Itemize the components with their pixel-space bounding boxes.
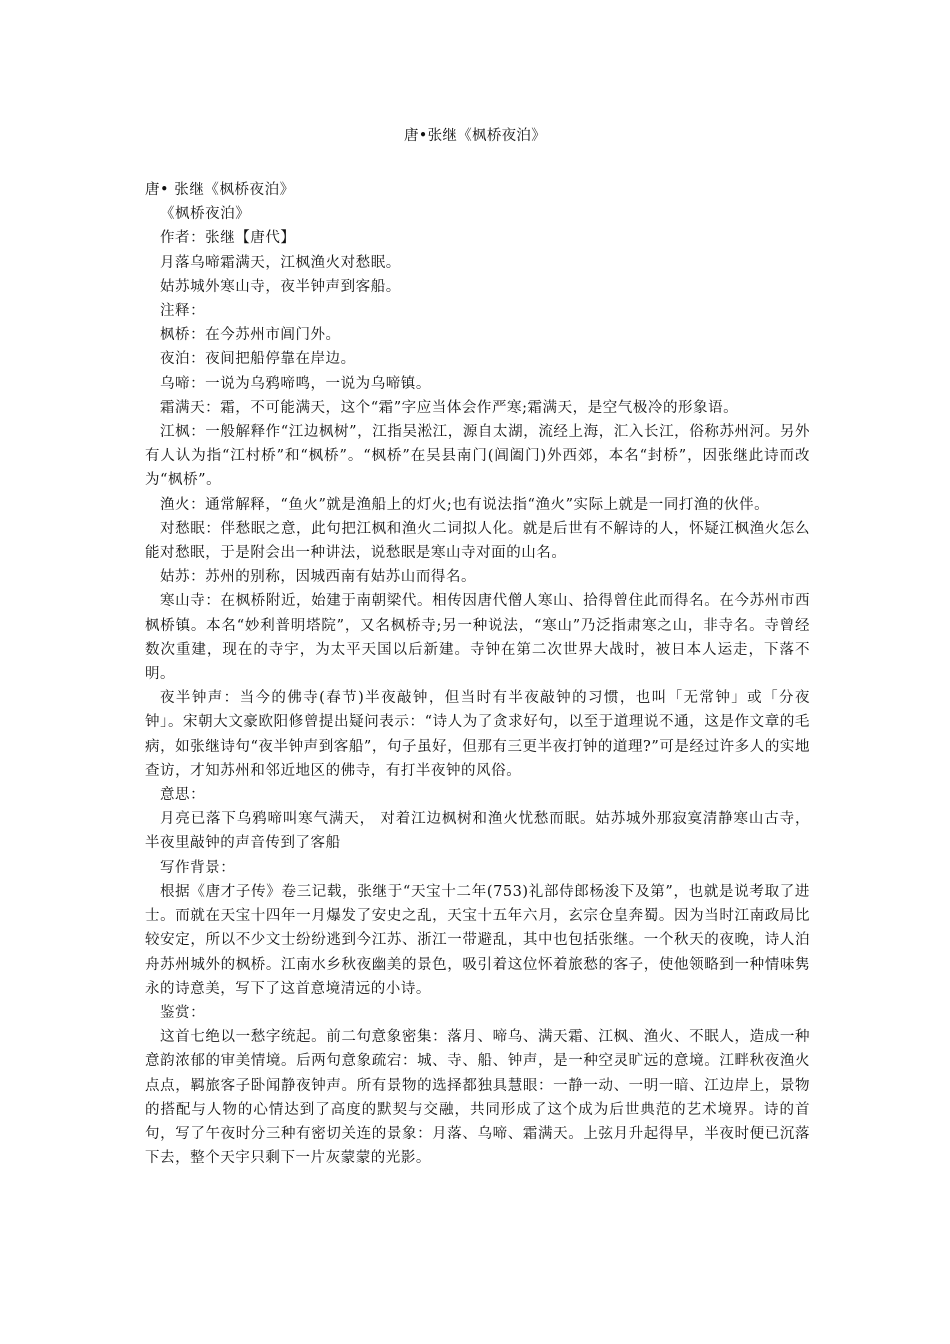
note-paragraph: 乌啼：一说为乌鸦啼鸣，一说为乌啼镇。	[160, 375, 431, 392]
note-paragraph: 寒山寺：在枫桥附近，始建于南朝梁代。相传因唐代僧人寒山、拾得曾住此而得名。在今苏州市西枫桥镇。本名“妙利普明塔院”，又名枫桥寺;另一种说法，“寒山”乃泛指肃寒之山，非寺名。寺曾经数次重建，现在的寺宇，为太平天国以后新建。寺钟在第二次世界大战时，被日本人运走，下落不明。	[145, 593, 810, 683]
section-heading-background: 写作背景：	[160, 859, 236, 876]
appreciation-paragraph: 这首七绝以一愁字统起。前二句意象密集：落月、啼乌、满天霜、江枫、渔火、不眠人，造成一种意韵浓郁的审美情境。后两句意象疏宕：城、寺、船、钟声，是一种空灵旷远的意境。江畔秋夜渔火点点，羁旅客子卧闻静夜钟声。所有景物的选择都独具慧眼：一静一动、一明一暗、江边岸上，景物的搭配与人物的心情达到了高度的默契与交融，共同形成了这个成为后世典范的艺术境界。诗的首句，写了午夜时分三种有密切关连的景象：月落、乌啼、霜满天。上弦月升起得早，半夜时便已沉落下去，整个天宇只剩下一片灰蒙蒙的光影。	[145, 1029, 810, 1167]
note-paragraph: 枫桥：在今苏州市阊门外。	[160, 327, 341, 344]
document-body	[145, 178, 810, 1170]
poem-line-2: 姑苏城外寒山寺，夜半钟声到客船。	[160, 278, 401, 295]
note-paragraph: 江枫：一般解释作“江边枫树”，江指吴淞江，源自太湖，流经上海，汇入长江，俗称苏州河。另外有人认为指“江村桥”和“枫桥”。“枫桥”在吴县南门(阊阖门)外西郊，本名“封桥”，因张继此诗而改为“枫桥”。	[145, 424, 810, 489]
byline-heading: 唐• 张继《枫桥夜泊》	[145, 182, 295, 198]
note-paragraph: 夜半钟声：当今的佛寺(春节)半夜敲钟，但当时有半夜敲钟的习惯，也叫「无常钟」或「分夜钟」。宋朝大文豪欧阳修曾提出疑问表示：“诗人为了贪求好句，以至于道理说不通，这是作文章的毛病，如张继诗句“夜半钟声到客船”，句子虽好，但那有三更半夜打钟的道理?”可是经过许多人的实地查访，才知苏州和邻近地区的佛寺，有打半夜钟的风俗。	[145, 690, 810, 779]
section-heading-appreciation: 鉴赏：	[160, 1004, 206, 1021]
note-paragraph: 霜满天：霜，不可能满天，这个“霜”字应当体会作严寒;霜满天，是空气极冷的形象语。	[160, 399, 739, 416]
background-paragraph: 根据《唐才子传》卷三记载，张继于“天宝十二年(753)礼部侍郎杨浚下及第”，也就是说考取了进士。而就在天宝十四年一月爆发了安史之乱，天宝十五年六月，玄宗仓皇奔蜀。因为当时江南政局比较安定，所以不少文士纷纷逃到今江苏、浙江一带避乱，其中也包括张继。一个秋天的夜晚，诗人泊舟苏州城外的枫桥。江南水乡秋夜幽美的景色，吸引着这位怀着旅愁的客子，使他领略到一种情味隽永的诗意美，写下了这首意境清远的小诗。	[145, 883, 810, 997]
section-heading-notes: 注释：	[160, 303, 206, 320]
meaning-paragraph: 月亮已落下乌鸦啼叫寒气满天， 对着江边枫树和渔火忧愁而眠。姑苏城外那寂寞清静寒山古寺， 半夜里敲钟的声音传到了客船	[145, 811, 810, 852]
note-paragraph: 夜泊：夜间把船停靠在岸边。	[160, 351, 356, 368]
note-paragraph: 对愁眠：伴愁眠之意，此句把江枫和渔火二词拟人化。就是后世有不解诗的人，怀疑江枫渔火怎么能对愁眠，于是附会出一种讲法，说愁眠是寒山寺对面的山名。	[145, 520, 810, 562]
poem-author: 作者：张继【唐代】	[160, 230, 296, 247]
note-paragraph: 姑苏：苏州的别称，因城西南有姑苏山而得名。	[160, 569, 477, 586]
poem-line-1: 月落乌啼霜满天，江枫渔火对愁眠。	[160, 254, 401, 271]
document-title: 唐•张继《枫桥夜泊》	[403, 128, 547, 144]
section-heading-meaning: 意思：	[160, 787, 206, 804]
poem-title: 《枫桥夜泊》	[160, 206, 251, 223]
note-paragraph: 渔火：通常解释，“鱼火”就是渔船上的灯火;也有说法指“渔火”实际上就是一同打渔的伙伴。	[160, 496, 770, 513]
